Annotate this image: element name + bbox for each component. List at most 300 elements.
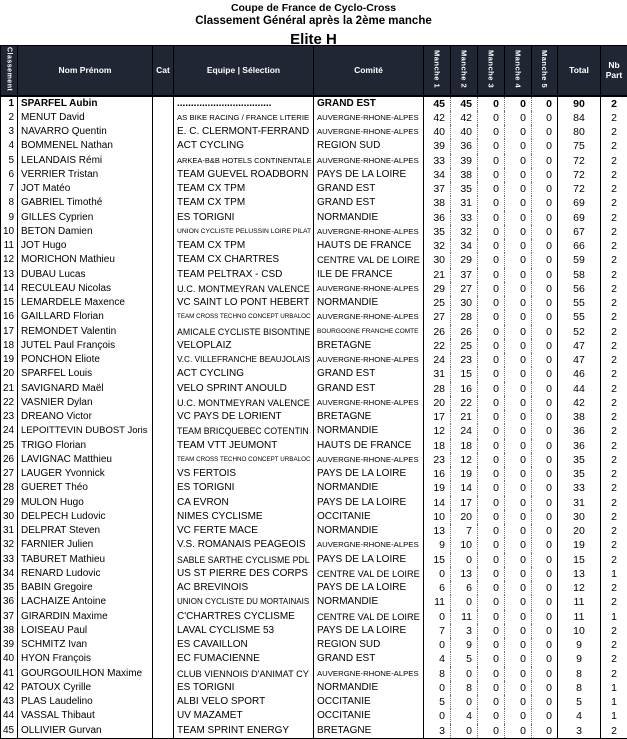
cat-cell — [153, 453, 174, 467]
name-cell: VASSAL Thibaut — [18, 709, 153, 723]
manche2-cell: 39 — [451, 154, 478, 168]
rank-cell: 22 — [1, 396, 18, 410]
manche3-cell: 0 — [478, 595, 505, 609]
name-cell: RECULEAU Nicolas — [18, 282, 153, 296]
manche2-cell: 17 — [451, 496, 478, 510]
committee-cell: NORMANDIE — [314, 681, 424, 695]
nbpart-cell: 2 — [601, 154, 627, 168]
team-cell: E. C. CLERMONT-FERRAND — [174, 125, 314, 139]
manche2-cell: 14 — [451, 481, 478, 495]
rank-cell: 19 — [1, 353, 18, 367]
total-cell: 59 — [558, 253, 601, 267]
manche-header-label: Manche 5 — [540, 50, 549, 88]
table-row — [1, 624, 627, 638]
committee-cell: CENTRE VAL DE LOIRE — [314, 253, 424, 267]
total-cell: 47 — [558, 353, 601, 367]
table-row — [1, 439, 627, 453]
cat-cell — [153, 481, 174, 495]
manche3-cell: 0 — [478, 695, 505, 709]
rank-cell: 43 — [1, 695, 18, 709]
manche5-cell: 0 — [532, 168, 558, 182]
total-cell: 9 — [558, 652, 601, 666]
manche3-cell: 0 — [478, 182, 505, 196]
manche1-cell: 5 — [424, 695, 451, 709]
nbpart-cell: 2 — [601, 638, 627, 652]
manche4-cell: 0 — [505, 624, 532, 638]
total-cell: 10 — [558, 624, 601, 638]
manche5-cell: 0 — [532, 610, 558, 624]
manche5-cell: 0 — [532, 538, 558, 552]
committee-cell: REGION SUD — [314, 638, 424, 652]
manche1-cell: 30 — [424, 253, 451, 267]
table-row — [1, 724, 627, 739]
manche4-cell: 0 — [505, 724, 532, 739]
nbpart-cell: 2 — [601, 652, 627, 666]
rank-cell: 35 — [1, 581, 18, 595]
committee-cell: OCCITANIE — [314, 695, 424, 709]
total-cell: 72 — [558, 168, 601, 182]
committee-cell: PAYS DE LA LOIRE — [314, 624, 424, 638]
total-cell: 69 — [558, 196, 601, 210]
manche4-cell: 0 — [505, 581, 532, 595]
committee-cell: GRAND EST — [314, 182, 424, 196]
manche5-cell: 0 — [532, 310, 558, 324]
team-cell: EC FUMACIENNE — [174, 652, 314, 666]
total-cell: 80 — [558, 125, 601, 139]
rank-cell: 7 — [1, 182, 18, 196]
name-cell: JOT Matéo — [18, 182, 153, 196]
total-cell: 36 — [558, 439, 601, 453]
manche1-cell: 0 — [424, 709, 451, 723]
nbpart-cell: 2 — [601, 96, 627, 111]
committee-cell: PAYS DE LA LOIRE — [314, 496, 424, 510]
manche2-cell: 38 — [451, 168, 478, 182]
col-nb-part: Nb Part — [601, 46, 627, 96]
manche5-cell: 0 — [532, 709, 558, 723]
manche2-cell: 7 — [451, 524, 478, 538]
committee-cell: AUVERGNE-RHONE-ALPES — [314, 111, 424, 125]
committee-cell: CENTRE VAL DE LOIRE — [314, 567, 424, 581]
committee-cell: PAYS DE LA LOIRE — [314, 581, 424, 595]
col-committee: Comité — [314, 46, 424, 96]
name-cell: LAVIGNAC Matthieu — [18, 453, 153, 467]
cat-cell — [153, 553, 174, 567]
rank-cell: 28 — [1, 481, 18, 495]
manche3-cell: 0 — [478, 139, 505, 153]
manche4-cell: 0 — [505, 695, 532, 709]
rank-cell: 32 — [1, 538, 18, 552]
team-cell: U.C. MONTMEYRAN VALENCE — [174, 396, 314, 410]
manche5-cell: 0 — [532, 581, 558, 595]
committee-cell: BRETAGNE — [314, 410, 424, 424]
cat-cell — [153, 524, 174, 538]
total-cell: 42 — [558, 396, 601, 410]
total-cell: 35 — [558, 453, 601, 467]
rank-cell: 5 — [1, 154, 18, 168]
committee-cell: CENTRE VAL DE LOIRE — [314, 610, 424, 624]
manche5-cell: 0 — [532, 624, 558, 638]
team-cell: LAVAL CYCLISME 53 — [174, 624, 314, 638]
title-classification: Classement Général après la 2ème manche — [0, 15, 627, 28]
total-cell: 55 — [558, 296, 601, 310]
manche3-cell: 0 — [478, 339, 505, 353]
committee-cell: GRAND EST — [314, 382, 424, 396]
cat-cell — [153, 652, 174, 666]
manche2-cell: 22 — [451, 396, 478, 410]
manche2-cell: 37 — [451, 268, 478, 282]
manche4-cell: 0 — [505, 467, 532, 481]
manche2-cell: 32 — [451, 225, 478, 239]
manche5-cell: 0 — [532, 111, 558, 125]
committee-cell: NORMANDIE — [314, 424, 424, 438]
cat-cell — [153, 296, 174, 310]
nbpart-cell: 2 — [601, 396, 627, 410]
manche1-cell: 42 — [424, 111, 451, 125]
table-row — [1, 182, 627, 196]
manche2-cell: 16 — [451, 382, 478, 396]
manche3-cell: 0 — [478, 96, 505, 111]
manche3-cell: 0 — [478, 496, 505, 510]
rank-cell: 8 — [1, 196, 18, 210]
cat-cell — [153, 310, 174, 324]
manche5-cell: 0 — [532, 353, 558, 367]
manche1-cell: 18 — [424, 439, 451, 453]
nbpart-cell: 2 — [601, 524, 627, 538]
committee-cell: NORMANDIE — [314, 211, 424, 225]
cat-cell — [153, 681, 174, 695]
committee-cell: GRAND EST — [314, 96, 424, 111]
manche3-cell: 0 — [478, 168, 505, 182]
manche3-cell: 0 — [478, 239, 505, 253]
committee-cell: AUVERGNE-RHONE-ALPES — [314, 125, 424, 139]
col-manche-4 — [505, 46, 532, 96]
manche4-cell: 0 — [505, 667, 532, 681]
manche5-cell: 0 — [532, 467, 558, 481]
manche5-cell: 0 — [532, 382, 558, 396]
total-cell: 11 — [558, 595, 601, 609]
committee-cell: AUVERGNE-RHONE-ALPES — [314, 667, 424, 681]
rank-cell: 6 — [1, 168, 18, 182]
table-row — [1, 681, 627, 695]
team-cell: TEAM CX CHARTRES — [174, 253, 314, 267]
manche5-cell: 0 — [532, 510, 558, 524]
name-cell: GABRIEL Timothé — [18, 196, 153, 210]
nbpart-cell: 2 — [601, 111, 627, 125]
table-row — [1, 695, 627, 709]
manche1-cell: 36 — [424, 211, 451, 225]
manche2-cell: 19 — [451, 467, 478, 481]
table-row — [1, 496, 627, 510]
manche5-cell: 0 — [532, 724, 558, 739]
manche3-cell: 0 — [478, 396, 505, 410]
manche1-cell: 15 — [424, 553, 451, 567]
rank-cell: 3 — [1, 125, 18, 139]
committee-cell: GRAND EST — [314, 652, 424, 666]
manche4-cell: 0 — [505, 396, 532, 410]
team-cell: TEAM CX TPM — [174, 196, 314, 210]
manche2-cell: 4 — [451, 709, 478, 723]
manche2-cell: 8 — [451, 681, 478, 695]
nbpart-cell: 2 — [601, 353, 627, 367]
manche3-cell: 0 — [478, 667, 505, 681]
manche-header-label: Manche 1 — [433, 50, 442, 88]
manche3-cell: 0 — [478, 325, 505, 339]
manche4-cell: 0 — [505, 496, 532, 510]
name-cell: SPARFEL Aubin — [18, 96, 153, 111]
manche1-cell: 35 — [424, 225, 451, 239]
name-cell: SAVIGNARD Maël — [18, 382, 153, 396]
cat-cell — [153, 439, 174, 453]
total-cell: 8 — [558, 681, 601, 695]
nbpart-cell: 2 — [601, 410, 627, 424]
manche5-cell: 0 — [532, 667, 558, 681]
manche3-cell: 0 — [478, 610, 505, 624]
manche1-cell: 0 — [424, 610, 451, 624]
manche5-cell: 0 — [532, 268, 558, 282]
manche3-cell: 0 — [478, 424, 505, 438]
team-cell: CLUB VIENNOIS D'ANIMAT CY — [174, 667, 314, 681]
manche4-cell: 0 — [505, 211, 532, 225]
cat-cell — [153, 610, 174, 624]
manche1-cell: 34 — [424, 168, 451, 182]
nbpart-cell: 2 — [601, 310, 627, 324]
total-cell: 52 — [558, 325, 601, 339]
name-cell: JOT Hugo — [18, 239, 153, 253]
total-cell: 33 — [558, 481, 601, 495]
nbpart-cell: 2 — [601, 367, 627, 381]
committee-cell: AUVERGNE-RHONE-ALPES — [314, 396, 424, 410]
manche2-cell: 15 — [451, 367, 478, 381]
team-cell: NIMES CYCLISME — [174, 510, 314, 524]
cat-cell — [153, 424, 174, 438]
cat-cell — [153, 396, 174, 410]
total-cell: 72 — [558, 182, 601, 196]
cat-cell — [153, 182, 174, 196]
table-row — [1, 424, 627, 438]
manche5-cell: 0 — [532, 453, 558, 467]
total-cell: 58 — [558, 268, 601, 282]
manche1-cell: 14 — [424, 496, 451, 510]
table-row — [1, 524, 627, 538]
nbpart-cell: 2 — [601, 125, 627, 139]
manche5-cell: 0 — [532, 296, 558, 310]
rank-cell: 31 — [1, 524, 18, 538]
committee-cell: AUVERGNE-RHONE-ALPES — [314, 453, 424, 467]
manche4-cell: 0 — [505, 595, 532, 609]
team-cell: UV MAZAMET — [174, 709, 314, 723]
table-row — [1, 196, 627, 210]
name-cell: NAVARRO Quentin — [18, 125, 153, 139]
cat-cell — [153, 724, 174, 739]
manche4-cell: 0 — [505, 225, 532, 239]
manche5-cell: 0 — [532, 567, 558, 581]
rank-cell: 13 — [1, 268, 18, 282]
manche5-cell: 0 — [532, 695, 558, 709]
manche2-cell: 12 — [451, 453, 478, 467]
cat-cell — [153, 510, 174, 524]
manche4-cell: 0 — [505, 638, 532, 652]
rank-cell: 2 — [1, 111, 18, 125]
manche3-cell: 0 — [478, 211, 505, 225]
committee-cell: BRETAGNE — [314, 339, 424, 353]
committee-cell: NORMANDIE — [314, 595, 424, 609]
manche2-cell: 28 — [451, 310, 478, 324]
manche3-cell: 0 — [478, 125, 505, 139]
total-cell: 66 — [558, 239, 601, 253]
rank-cell: 14 — [1, 282, 18, 296]
manche3-cell: 0 — [478, 439, 505, 453]
rank-cell: 30 — [1, 510, 18, 524]
cat-cell — [153, 496, 174, 510]
manche5-cell: 0 — [532, 154, 558, 168]
name-cell: BETON Damien — [18, 225, 153, 239]
rank-cell: 44 — [1, 709, 18, 723]
rank-cell: 27 — [1, 467, 18, 481]
cat-cell — [153, 638, 174, 652]
manche3-cell: 0 — [478, 624, 505, 638]
manche1-cell: 20 — [424, 396, 451, 410]
nbpart-cell: 2 — [601, 496, 627, 510]
table-row — [1, 367, 627, 381]
manche4-cell: 0 — [505, 182, 532, 196]
table-row — [1, 268, 627, 282]
manche5-cell: 0 — [532, 439, 558, 453]
name-cell: BABIN Gregoire — [18, 581, 153, 595]
total-cell: 75 — [558, 139, 601, 153]
team-cell: TEAM SPRINT ENERGY — [174, 724, 314, 739]
table-row — [1, 154, 627, 168]
manche2-cell: 9 — [451, 638, 478, 652]
nbpart-cell: 2 — [601, 453, 627, 467]
rank-cell: 1 — [1, 96, 18, 111]
team-cell: TEAM CX TPM — [174, 239, 314, 253]
total-cell: 55 — [558, 310, 601, 324]
manche1-cell: 11 — [424, 595, 451, 609]
team-cell: TEAM VTT JEUMONT — [174, 439, 314, 453]
manche5-cell: 0 — [532, 396, 558, 410]
rank-cell: 33 — [1, 553, 18, 567]
manche4-cell: 0 — [505, 510, 532, 524]
name-cell: JUTEL Paul François — [18, 339, 153, 353]
manche4-cell: 0 — [505, 439, 532, 453]
table-row — [1, 595, 627, 609]
rank-cell: 17 — [1, 325, 18, 339]
committee-cell: REGION SUD — [314, 139, 424, 153]
total-cell: 30 — [558, 510, 601, 524]
total-cell: 5 — [558, 695, 601, 709]
table-row — [1, 581, 627, 595]
manche4-cell: 0 — [505, 382, 532, 396]
manche1-cell: 31 — [424, 367, 451, 381]
rank-cell: 39 — [1, 638, 18, 652]
cat-cell — [153, 211, 174, 225]
cat-cell — [153, 467, 174, 481]
cat-cell — [153, 96, 174, 111]
rank-cell: 37 — [1, 610, 18, 624]
name-cell: SPARFEL Louis — [18, 367, 153, 381]
cat-cell — [153, 154, 174, 168]
nbpart-cell: 2 — [601, 296, 627, 310]
cat-cell — [153, 581, 174, 595]
manche5-cell: 0 — [532, 652, 558, 666]
nbpart-cell: 2 — [601, 253, 627, 267]
total-cell: 9 — [558, 638, 601, 652]
team-cell: .................................. — [174, 96, 314, 111]
manche2-cell: 31 — [451, 196, 478, 210]
manche3-cell: 0 — [478, 538, 505, 552]
committee-cell: PAYS DE LA LOIRE — [314, 467, 424, 481]
team-cell: ALBI VELO SPORT — [174, 695, 314, 709]
team-cell: VELOPLAIZ — [174, 339, 314, 353]
committee-cell: HAUTS DE FRANCE — [314, 439, 424, 453]
name-cell: VASNIER Dylan — [18, 396, 153, 410]
manche2-cell: 5 — [451, 652, 478, 666]
team-cell: TEAM CROSS TECHNO CONCEPT URBALOC — [174, 310, 314, 324]
team-cell: AC BREVINOIS — [174, 581, 314, 595]
manche3-cell: 0 — [478, 524, 505, 538]
rank-cell: 29 — [1, 496, 18, 510]
name-cell: GAILLARD Florian — [18, 310, 153, 324]
nbpart-cell: 2 — [601, 182, 627, 196]
nbpart-cell: 2 — [601, 595, 627, 609]
manche1-cell: 32 — [424, 239, 451, 253]
title-competition: Coupe de France de Cyclo-Cross — [0, 2, 627, 14]
team-cell: ES TORIGNI — [174, 211, 314, 225]
manche4-cell: 0 — [505, 453, 532, 467]
manche3-cell: 0 — [478, 253, 505, 267]
table-row — [1, 353, 627, 367]
col-manche-2 — [451, 46, 478, 96]
manche1-cell: 26 — [424, 325, 451, 339]
manche5-cell: 0 — [532, 182, 558, 196]
manche1-cell: 33 — [424, 154, 451, 168]
committee-cell: NORMANDIE — [314, 296, 424, 310]
col-manche-3 — [478, 46, 505, 96]
manche-header-label: Manche 2 — [460, 50, 469, 88]
manche1-cell: 21 — [424, 268, 451, 282]
nbpart-cell: 2 — [601, 196, 627, 210]
nbpart-cell: 1 — [601, 610, 627, 624]
cat-cell — [153, 667, 174, 681]
manche2-cell: 20 — [451, 510, 478, 524]
manche5-cell: 0 — [532, 325, 558, 339]
manche3-cell: 0 — [478, 310, 505, 324]
manche1-cell: 0 — [424, 567, 451, 581]
manche3-cell: 0 — [478, 225, 505, 239]
manche1-cell: 7 — [424, 624, 451, 638]
committee-cell: HAUTS DE FRANCE — [314, 239, 424, 253]
team-cell: US ST PIERRE DES CORPS — [174, 567, 314, 581]
team-cell: ES TORIGNI — [174, 481, 314, 495]
cat-cell — [153, 139, 174, 153]
table-row — [1, 481, 627, 495]
table-row — [1, 296, 627, 310]
rank-cell: 23 — [1, 410, 18, 424]
manche3-cell: 0 — [478, 111, 505, 125]
nbpart-cell: 2 — [601, 268, 627, 282]
manche3-cell: 0 — [478, 296, 505, 310]
rank-cell: 26 — [1, 453, 18, 467]
manche4-cell: 0 — [505, 253, 532, 267]
name-cell: TRIGO Florian — [18, 439, 153, 453]
table-row — [1, 139, 627, 153]
team-cell: VS FERTOIS — [174, 467, 314, 481]
manche1-cell: 40 — [424, 125, 451, 139]
total-cell: 20 — [558, 524, 601, 538]
table-row — [1, 709, 627, 723]
name-cell: GUERET Théo — [18, 481, 153, 495]
committee-cell: OCCITANIE — [314, 709, 424, 723]
